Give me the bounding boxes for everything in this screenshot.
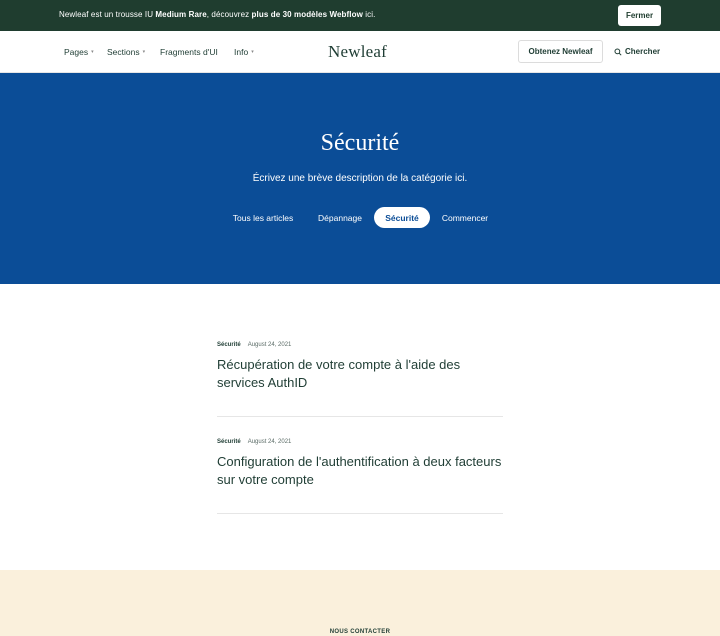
announcement-prefix: Newleaf est un trousse IU xyxy=(59,10,156,19)
article-category[interactable]: Sécurité xyxy=(217,342,241,348)
brand-logo[interactable]: Newleaf xyxy=(328,42,387,61)
search-button[interactable] xyxy=(614,47,660,56)
search-label: Chercher xyxy=(625,47,661,56)
article-card[interactable] xyxy=(217,342,503,417)
nav-item-pages[interactable] xyxy=(64,47,94,57)
nav-item-ui-fragments[interactable] xyxy=(160,47,218,57)
chevron-down-icon: ▾ xyxy=(251,49,254,55)
nav-item-sections[interactable] xyxy=(107,47,145,57)
tab-troubleshooting[interactable]: Dépannage xyxy=(318,212,362,223)
article-meta xyxy=(217,342,291,348)
nav-item-label: Sections xyxy=(107,47,140,57)
category-hero xyxy=(0,73,720,284)
footer xyxy=(0,570,720,636)
announcement-suffix: ici. xyxy=(362,10,376,19)
tab-all-articles[interactable]: Tous les articles xyxy=(232,212,294,223)
tab-security[interactable]: Sécurité xyxy=(374,207,430,228)
article-category[interactable]: Sécurité xyxy=(217,439,241,445)
tab-getting-started[interactable]: Commencer xyxy=(441,212,489,223)
nav-item-label: Fragments d'UI xyxy=(160,47,218,57)
chevron-down-icon: ▾ xyxy=(91,49,94,55)
article-title[interactable]: Configuration de l'authentification à deux facteurs sur votre compte xyxy=(217,454,502,487)
announcement-middle: , découvrez xyxy=(206,10,252,19)
announcement-bar xyxy=(0,0,720,31)
main-nav xyxy=(0,31,720,73)
contact-heading: NOUS CONTACTER xyxy=(329,629,391,635)
article-date: August 24, 2021 xyxy=(247,342,292,348)
close-announcement-button[interactable]: Fermer xyxy=(618,5,661,26)
chevron-down-icon: ▾ xyxy=(142,49,146,55)
nav-item-label: Pages xyxy=(64,47,89,57)
nav-item-info[interactable] xyxy=(234,47,254,57)
category-description: Écrivez une brève description de la catégorie ici. xyxy=(252,173,468,184)
article-meta xyxy=(217,439,291,445)
search-icon xyxy=(614,48,622,56)
announcement-text xyxy=(59,10,375,19)
announcement-templates-link[interactable]: plus de 30 modèles Webflow xyxy=(251,10,363,19)
article-date: August 24, 2021 xyxy=(247,439,292,445)
article-title[interactable]: Récupération de votre compte à l'aide des services AuthID xyxy=(217,357,461,390)
article-card[interactable] xyxy=(217,439,503,514)
get-newleaf-button[interactable]: Obtenez Newleaf xyxy=(518,40,603,63)
nav-item-label: Info xyxy=(234,47,249,57)
announcement-brand-link[interactable]: Medium Rare xyxy=(155,10,207,19)
page-title: Sécurité xyxy=(320,130,400,156)
